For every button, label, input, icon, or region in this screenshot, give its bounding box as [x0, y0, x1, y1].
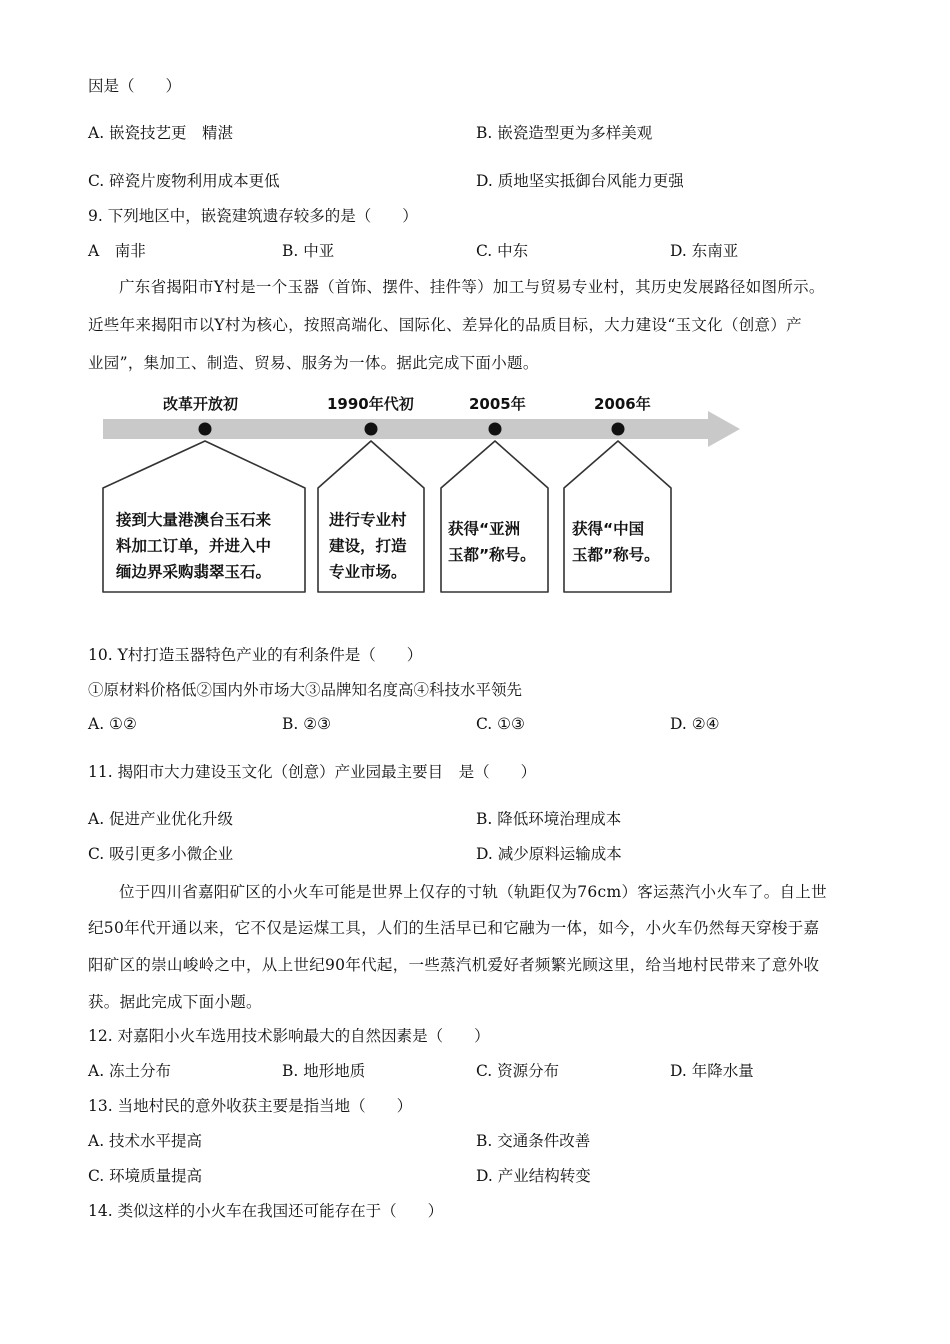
timeline-dot-3: [489, 423, 502, 436]
timeline-box-1-line: 料加工订单，并进入中: [116, 537, 272, 555]
passage1-line3: 业园”，集加工、制造、贸易、服务为一体。据此完成下面小题。: [88, 354, 539, 372]
timeline-box-3-text: [448, 516, 536, 568]
q12-option-b: B. 地形地质: [282, 1062, 366, 1080]
timeline-box-3-line: 玉都”称号。: [448, 546, 536, 564]
q10-option-a: A. ①②: [88, 715, 137, 733]
q8-option-c: C. 碎瓷片废物利用成本更低: [88, 172, 280, 190]
q9-stem: 9. 下列地区中，嵌瓷建筑遗存较多的是（ ）: [88, 207, 418, 225]
q10-option-b: B. ②③: [282, 715, 332, 733]
q8-stem-tail: 因是（ ）: [88, 77, 182, 95]
q13-option-c: C. 环境质量提高: [88, 1167, 203, 1185]
timeline-box-1-text: [116, 507, 271, 585]
q8-option-d: D. 质地坚实抵御台风能力更强: [476, 172, 684, 190]
passage1-line2: 近些年来揭阳市以Y村为核心，按照高端化、国际化、差异化的品质目标，大力建设“玉文化（创意）产: [88, 316, 802, 334]
timeline-box-2-text: [329, 507, 407, 585]
passage2-line2: 纪50年代开通以来，它不仅是运煤工具，人们的生活早已和它融为一体，如今，小火车仍然每天穿梭于嘉: [88, 919, 820, 937]
timeline-box-2-line: 建设，打造: [329, 537, 407, 555]
q13-option-a: A. 技术水平提高: [88, 1132, 203, 1150]
q13-option-d: D. 产业结构转变: [476, 1167, 591, 1185]
q11-stem: 11. 揭阳市大力建设玉文化（创意）产业园最主要目 是（ ）: [88, 763, 537, 781]
q9-option-b: B. 中亚: [282, 242, 335, 260]
timeline-box-2-line: 进行专业村: [329, 511, 407, 529]
passage2-line3: 阳矿区的崇山峻岭之中，从上世纪90年代起，一些蒸汽机爱好者频繁光顾这里，给当地村民带来了意外收: [88, 956, 820, 974]
q9-option-a: A 南非: [88, 242, 146, 260]
timeline-box-1-line: 缅边界采购翡翠玉石。: [116, 563, 272, 581]
passage2-line1: 位于四川省嘉阳矿区的小火车可能是世界上仅存的寸轨（轨距仅为76cm）客运蒸汽小火车了。自上世: [119, 883, 827, 901]
q11-option-d: D. 减少原料运输成本: [476, 845, 622, 863]
timeline-label-1: 改革开放初: [163, 395, 239, 413]
passage2-line4: 获。据此完成下面小题。: [88, 993, 262, 1011]
timeline-label-2: 1990年代初: [327, 395, 414, 413]
q11-option-a: A. 促进产业优化升级: [88, 810, 234, 828]
q8-option-a: A. 嵌瓷技艺更 精湛: [88, 124, 234, 142]
q14-stem: 14. 类似这样的小火车在我国还可能存在于（ ）: [88, 1202, 444, 1220]
q9-option-d: D. 东南亚: [670, 242, 739, 260]
passage1-line1: 广东省揭阳市Y村是一个玉器（首饰、摆件、挂件等）加工与贸易专业村，其历史发展路径如图所示。: [119, 278, 825, 296]
timeline-dot-2: [365, 423, 378, 436]
timeline-box-1-line: 接到大量港澳台玉石来: [116, 511, 272, 529]
timeline-label-3: 2005年: [469, 395, 526, 413]
timeline-dot-4: [612, 423, 625, 436]
timeline-box-4-text: [572, 516, 660, 568]
q12-stem: 12. 对嘉阳小火车选用技术影响最大的自然因素是（ ）: [88, 1027, 490, 1045]
q8-option-b: B. 嵌瓷造型更为多样美观: [476, 124, 653, 142]
q12-option-a: A. 冻土分布: [88, 1062, 172, 1080]
timeline-box-4-line: 获得“中国: [572, 520, 645, 538]
q13-stem: 13. 当地村民的意外收获主要是指当地（ ）: [88, 1097, 413, 1115]
q10-option-c: C. ①③: [476, 715, 525, 733]
timeline-box-4-line: 玉都”称号。: [572, 546, 660, 564]
q9-option-c: C. 中东: [476, 242, 529, 260]
q13-option-b: B. 交通条件改善: [476, 1132, 591, 1150]
q12-option-c: C. 资源分布: [476, 1062, 560, 1080]
timeline-box-2-line: 专业市场。: [329, 563, 407, 581]
q10-stem: 10. Y村打造玉器特色产业的有利条件是（ ）: [88, 646, 423, 664]
q12-option-d: D. 年降水量: [670, 1062, 754, 1080]
timeline-dot-1: [199, 423, 212, 436]
q11-option-c: C. 吸引更多小微企业: [88, 845, 234, 863]
timeline-label-4: 2006年: [594, 395, 651, 413]
q10-option-d: D. ②④: [670, 715, 720, 733]
timeline-box-3-line: 获得“亚洲: [448, 520, 521, 538]
q11-option-b: B. 降低环境治理成本: [476, 810, 622, 828]
q10-statements: ①原材料价格低②国内外市场大③品牌知名度高④科技水平领先: [88, 681, 523, 699]
